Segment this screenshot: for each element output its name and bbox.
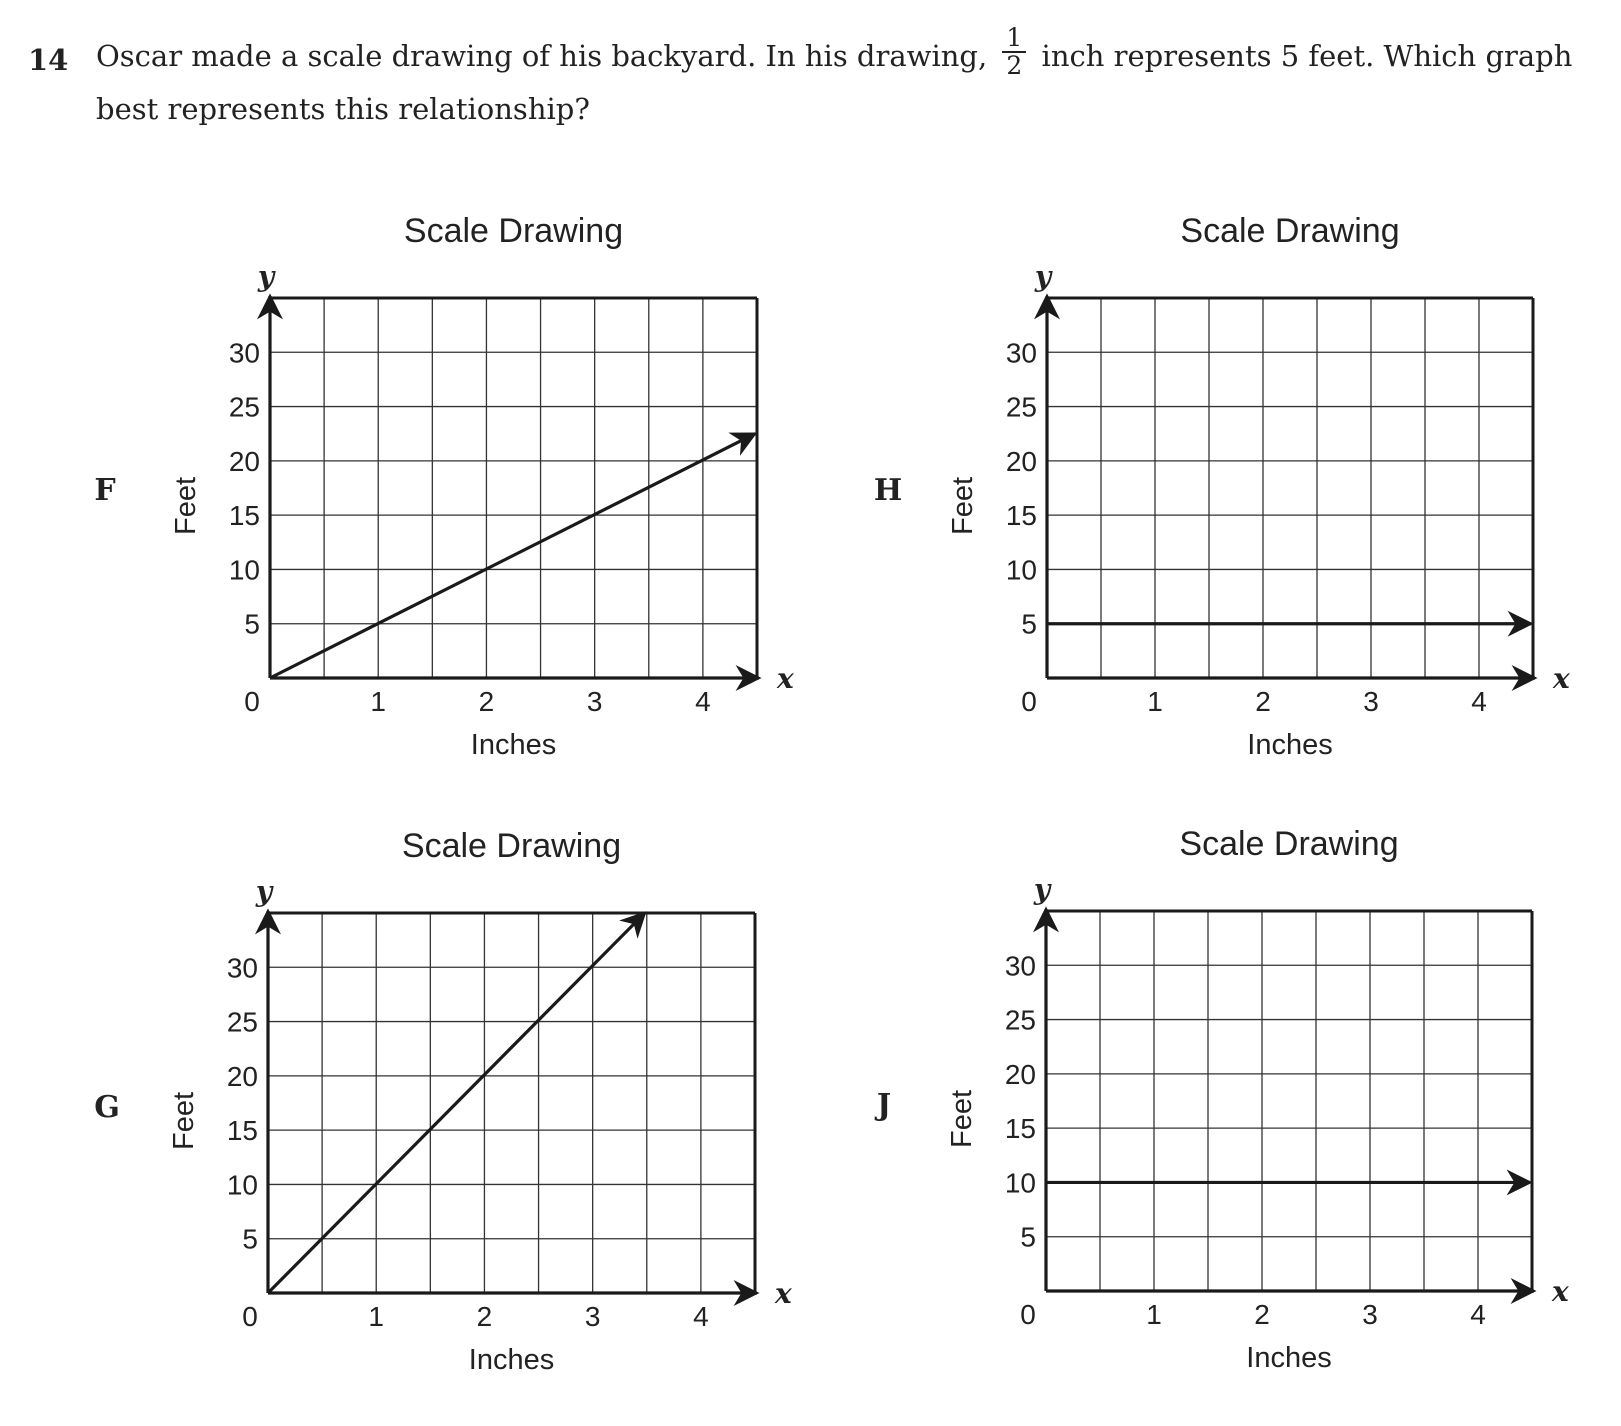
y-axis-name: y: [1033, 873, 1051, 906]
chart-option-j: [874, 825, 1569, 1374]
x-tick-label: 0: [244, 686, 260, 717]
x-tick-label: 3: [584, 1301, 601, 1332]
y-tick-label: 20: [1005, 445, 1037, 477]
x-tick-label: 4: [1470, 1299, 1486, 1330]
series-line: [268, 913, 645, 1293]
y-tick-label: 10: [226, 1169, 258, 1201]
chart-option-f: [94, 212, 794, 761]
question-line-2: best represents this relationship?: [96, 92, 590, 126]
y-axis-name: y: [257, 260, 275, 293]
y-tick-label: 15: [1004, 1113, 1036, 1145]
y-tick-label: 10: [228, 554, 260, 586]
y-axis-label: Feet: [947, 476, 979, 536]
x-axis-label: Inches: [470, 729, 557, 761]
option-label: F: [94, 473, 116, 508]
x-tick-label: 3: [1362, 1299, 1378, 1330]
chart-option-g: [94, 827, 792, 1376]
x-tick-label: 1: [370, 686, 387, 717]
y-tick-label: 20: [226, 1060, 258, 1092]
x-tick-label: 0: [242, 1301, 258, 1332]
y-axis-label: Feet: [168, 1091, 200, 1151]
y-tick-label: 5: [1020, 1221, 1036, 1253]
y-axis-label: Feet: [946, 1089, 978, 1149]
y-axis-name: y: [255, 875, 273, 908]
fraction-denominator: 2: [1006, 51, 1023, 80]
chart-title: Scale Drawing: [401, 827, 622, 865]
x-tick-label: 3: [586, 686, 603, 717]
x-tick-label: 1: [368, 1301, 385, 1332]
x-axis-name: x: [1552, 1275, 1569, 1308]
y-tick-label: 30: [1004, 950, 1036, 982]
y-tick-label: 5: [242, 1223, 258, 1255]
option-label: G: [94, 1090, 120, 1125]
y-axis-label: Feet: [170, 476, 202, 536]
x-tick-label: 0: [1021, 686, 1037, 717]
x-tick-label: 4: [1471, 686, 1487, 717]
y-tick-label: 15: [226, 1115, 258, 1147]
y-tick-label: 10: [1005, 554, 1037, 586]
x-tick-label: 3: [1363, 686, 1379, 717]
x-tick-label: 2: [1255, 686, 1271, 717]
x-tick-label: 4: [693, 1301, 709, 1332]
y-tick-label: 30: [228, 337, 260, 369]
chart-option-h: [874, 212, 1570, 761]
y-tick-label: 30: [226, 952, 258, 984]
x-tick-label: 2: [1254, 1299, 1270, 1330]
x-axis-name: x: [1553, 662, 1570, 695]
y-tick-label: 25: [228, 391, 260, 423]
y-tick-label: 25: [1005, 391, 1037, 423]
y-tick-label: 15: [1005, 500, 1037, 532]
option-label: J: [876, 1088, 892, 1123]
y-tick-label: 25: [1004, 1004, 1036, 1036]
y-tick-label: 25: [226, 1006, 258, 1038]
series-line: [270, 434, 755, 678]
y-axis-name: y: [1034, 260, 1052, 293]
option-label: H: [873, 473, 903, 508]
x-axis-name: x: [777, 662, 794, 695]
y-tick-label: 5: [1021, 608, 1037, 640]
x-axis-label: Inches: [1247, 729, 1333, 761]
x-tick-label: 2: [478, 686, 495, 717]
x-tick-label: 1: [1147, 686, 1163, 717]
y-tick-label: 10: [1004, 1167, 1036, 1199]
y-tick-label: 5: [244, 608, 260, 640]
x-axis-name: x: [775, 1277, 792, 1310]
x-tick-label: 4: [695, 686, 711, 717]
question-number: 14: [28, 43, 69, 77]
question-text-before-fraction: Oscar made a scale drawing of his backyard. In his drawing,: [96, 39, 988, 73]
y-tick-label: 20: [228, 445, 260, 477]
y-tick-label: 30: [1005, 337, 1037, 369]
chart-title: Scale Drawing: [1180, 212, 1400, 250]
y-tick-label: 20: [1004, 1058, 1036, 1090]
question-text-after-fraction: inch represents 5 feet. Which graph: [1041, 39, 1573, 73]
chart-title: Scale Drawing: [403, 212, 624, 250]
x-axis-label: Inches: [1246, 1342, 1332, 1374]
x-axis-label: Inches: [468, 1344, 555, 1376]
y-tick-label: 15: [228, 500, 260, 532]
fraction-numerator: 1: [1002, 25, 1026, 53]
chart-title: Scale Drawing: [1179, 825, 1399, 863]
x-tick-label: 2: [476, 1301, 493, 1332]
x-tick-label: 1: [1146, 1299, 1162, 1330]
x-tick-label: 0: [1020, 1299, 1036, 1330]
